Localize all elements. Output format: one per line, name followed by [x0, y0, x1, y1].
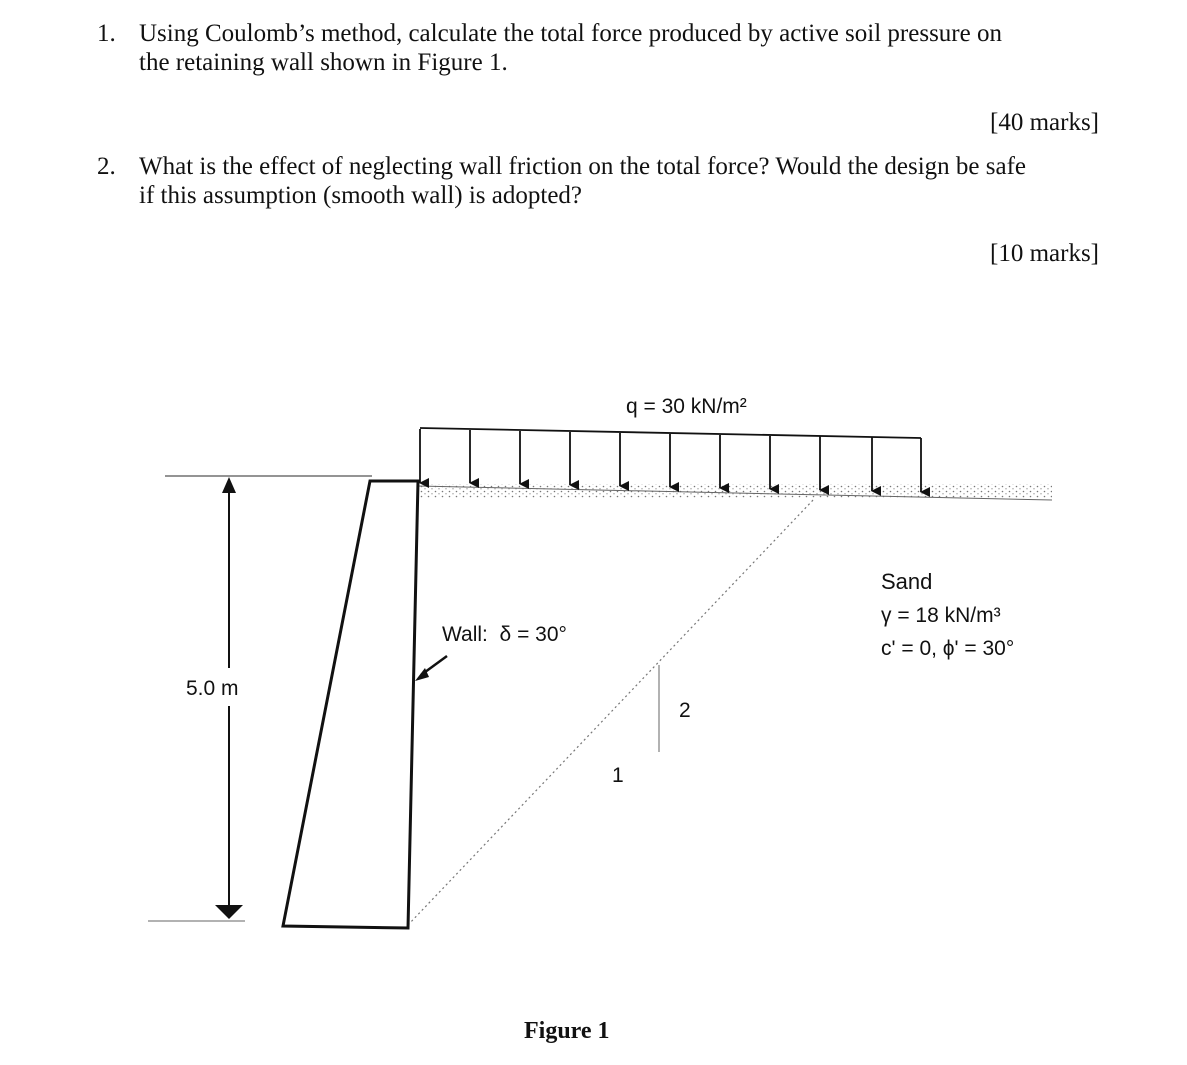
question-2-line-2: if this assumption (smooth wall) is adopted? [139, 181, 583, 209]
height-arrow-bottom [215, 905, 243, 919]
slope-horizontal-label: 1 [612, 764, 624, 787]
height-arrow-top [222, 477, 236, 493]
question-1-marks: [40 marks] [990, 109, 1099, 136]
question-2-number: 2. [97, 153, 116, 180]
slope-vertical-label: 2 [679, 699, 691, 722]
surcharge-label: q = 30 kN/m² [626, 395, 747, 418]
question-1-line-1: Using Coulomb’s method, calculate the total force produced by active soil pressure on [139, 20, 1002, 47]
soil-unit-weight: γ = 18 kN/m³ [881, 604, 1001, 627]
soil-name: Sand [881, 569, 933, 594]
figure-caption: Figure 1 [524, 1018, 610, 1044]
question-1-number: 1. [97, 20, 116, 47]
failure-plane [408, 498, 815, 925]
wall-friction-label: Wall: δ = 30° [442, 623, 567, 646]
backfill-surface [418, 484, 1052, 498]
question-1-line-2: the retaining wall shown in Figure 1. [139, 48, 508, 76]
soil-strength: c' = 0, ϕ' = 30° [881, 637, 1015, 660]
height-label: 5.0 m [186, 677, 239, 700]
question-2-line-1: What is the effect of neglecting wall friction on the total force? Would the design be safe [139, 153, 1027, 180]
surcharge-arrows [420, 429, 921, 492]
retaining-wall [283, 481, 418, 928]
question-2-marks: [10 marks] [990, 240, 1099, 267]
